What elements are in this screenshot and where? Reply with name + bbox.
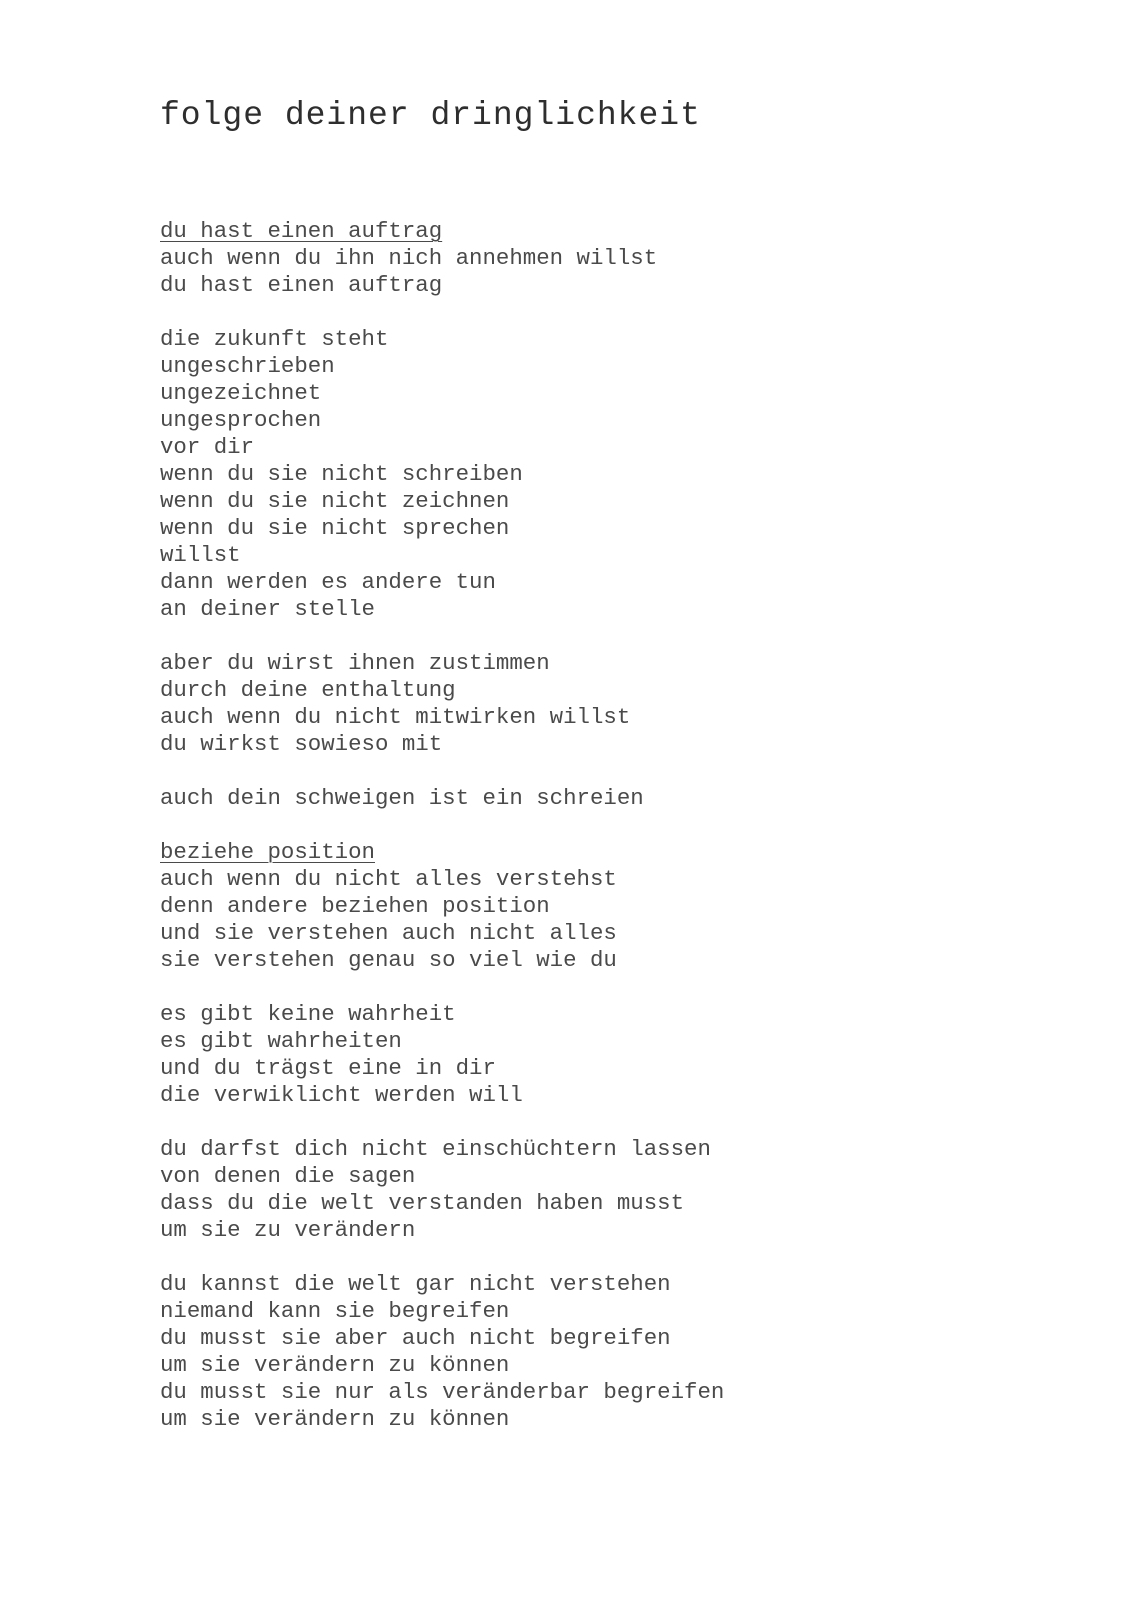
poem-line: um sie verändern zu können	[160, 1406, 510, 1432]
poem-line: die zukunft steht	[160, 326, 389, 352]
poem-line: sie verstehen genau so viel wie du	[160, 947, 617, 973]
poem-line: auch wenn du nicht alles verstehst	[160, 866, 617, 892]
poem-line-underlined: beziehe position	[160, 839, 375, 865]
stanza-2	[160, 326, 1060, 623]
stanza-1	[160, 218, 1060, 299]
poem-line: es gibt keine wahrheit	[160, 1001, 456, 1027]
poem-line: du wirkst sowieso mit	[160, 731, 443, 757]
poem-line: du musst sie nur als veränderbar begreifen	[160, 1379, 725, 1405]
poem-line: auch dein schweigen ist ein schreien	[160, 785, 644, 811]
poem-line: wenn du sie nicht zeichnen	[160, 488, 510, 514]
poem-line: niemand kann sie begreifen	[160, 1298, 510, 1324]
poem-line: auch wenn du ihn nich annehmen willst	[160, 245, 658, 271]
stanza-4	[160, 785, 1060, 812]
poem-line: wenn du sie nicht sprechen	[160, 515, 510, 541]
poem-line: willst	[160, 542, 241, 568]
poem-line: an deiner stelle	[160, 596, 375, 622]
poem-line: dass du die welt verstanden haben musst	[160, 1190, 685, 1216]
poem-line: ungezeichnet	[160, 380, 322, 406]
poem-line: durch deine enthaltung	[160, 677, 456, 703]
stanza-3	[160, 650, 1060, 758]
poem-line: und sie verstehen auch nicht alles	[160, 920, 617, 946]
poem-line: auch wenn du nicht mitwirken willst	[160, 704, 631, 730]
poem-line: die verwiklicht werden will	[160, 1082, 523, 1108]
poem-line: ungeschrieben	[160, 353, 335, 379]
poem-line: du kannst die welt gar nicht verstehen	[160, 1271, 671, 1297]
poem-line: es gibt wahrheiten	[160, 1028, 402, 1054]
poem-line: von denen die sagen	[160, 1163, 416, 1189]
poem-line: wenn du sie nicht schreiben	[160, 461, 523, 487]
poem-line: du musst sie aber auch nicht begreifen	[160, 1325, 671, 1351]
stanza-8	[160, 1271, 1060, 1433]
poem-line: du darfst dich nicht einschüchtern lassen	[160, 1136, 711, 1162]
poem-line: und du trägst eine in dir	[160, 1055, 496, 1081]
poem-line: vor dir	[160, 434, 255, 460]
poem-body	[160, 218, 1060, 1460]
stanza-5	[160, 839, 1060, 974]
poem-line-underlined: du hast einen auftrag	[160, 218, 443, 244]
poem-line: ungesprochen	[160, 407, 322, 433]
poem-line: dann werden es andere tun	[160, 569, 496, 595]
poem-title: folge deiner dringlichkeit	[160, 97, 701, 134]
poem-line: um sie verändern zu können	[160, 1352, 510, 1378]
stanza-7	[160, 1136, 1060, 1244]
poem-line: um sie zu verändern	[160, 1217, 416, 1243]
stanza-6	[160, 1001, 1060, 1109]
poem-line: aber du wirst ihnen zustimmen	[160, 650, 550, 676]
poem-line: denn andere beziehen position	[160, 893, 550, 919]
poem-line: du hast einen auftrag	[160, 272, 443, 298]
